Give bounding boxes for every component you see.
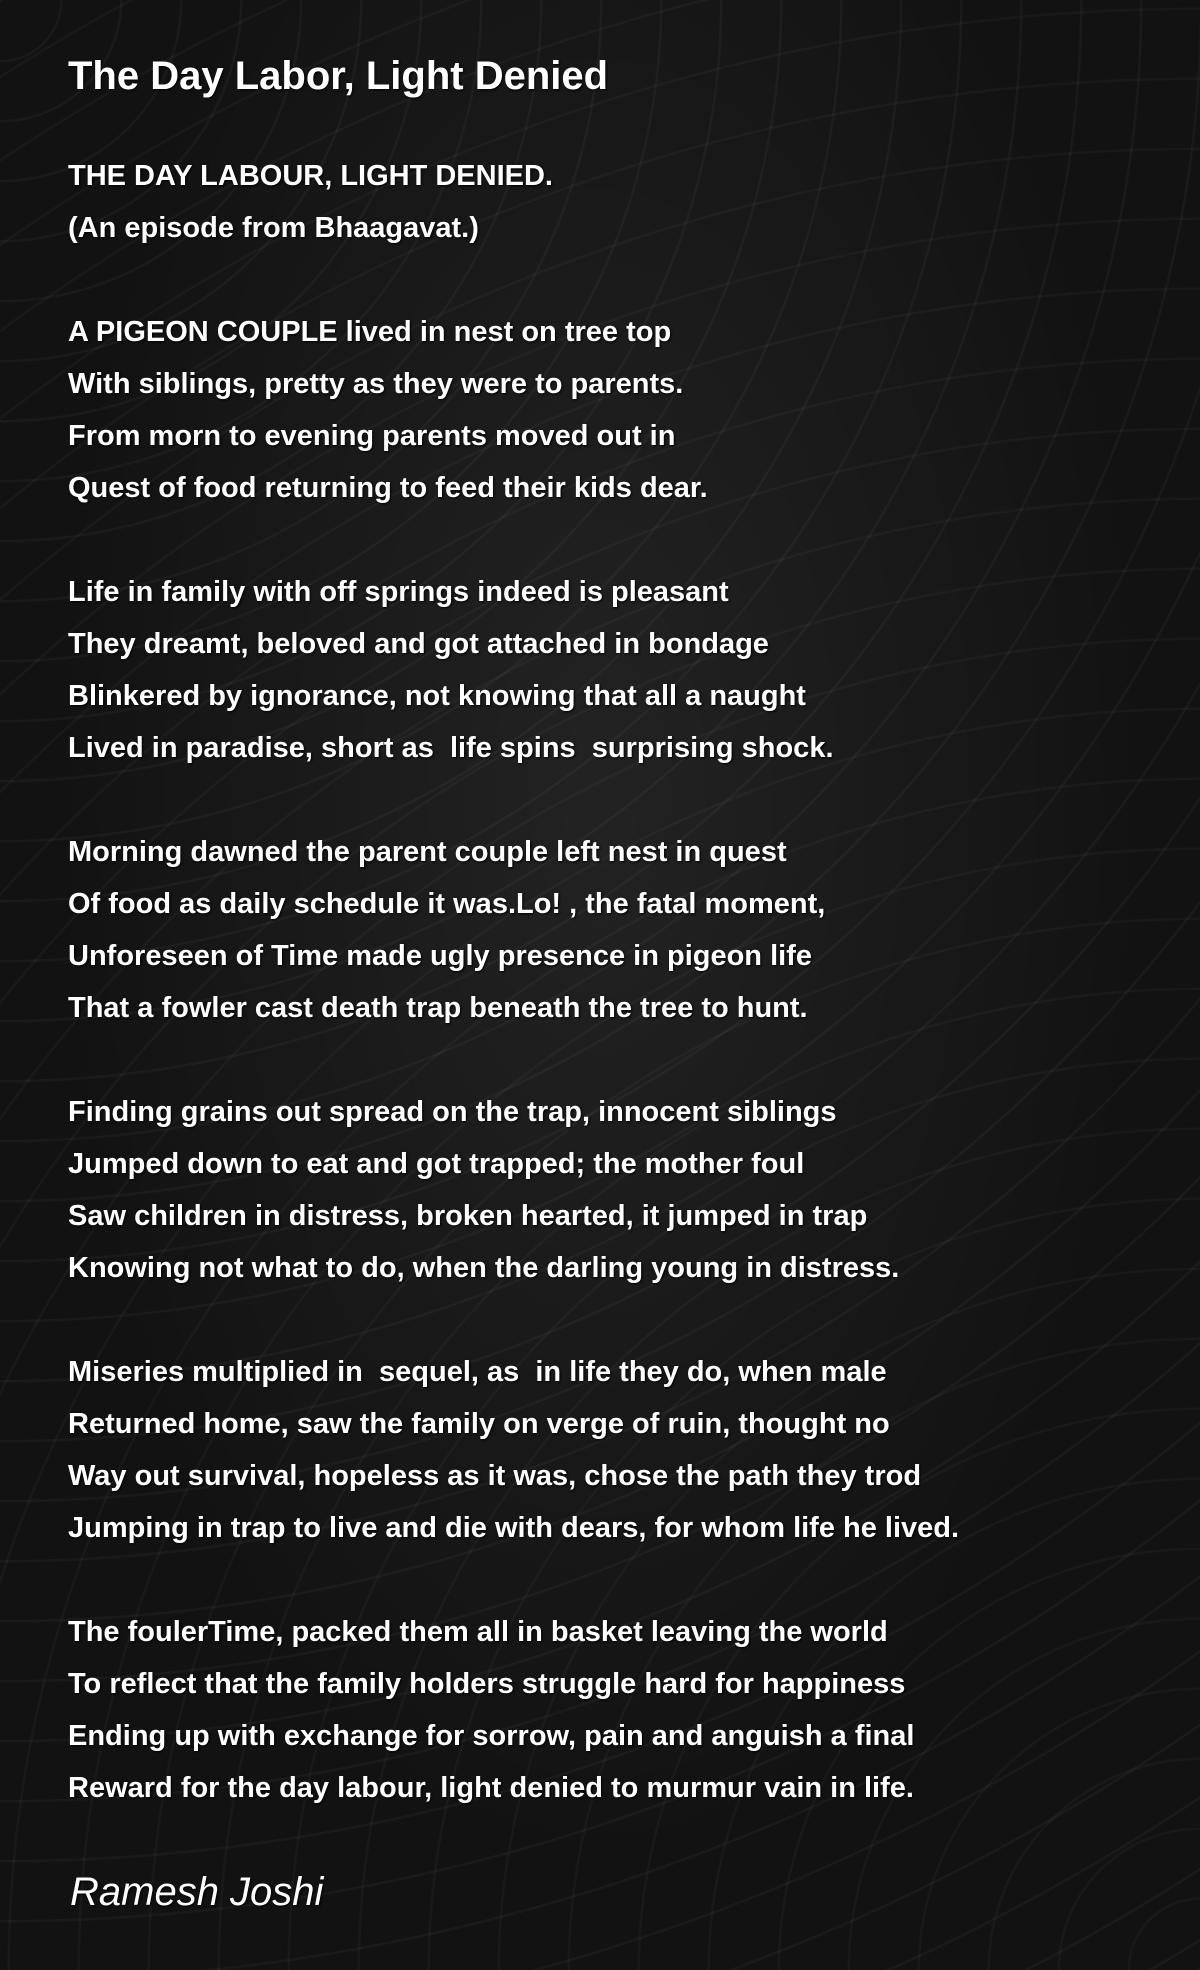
poem-line: Jumped down to eat and got trapped; the mother foul (68, 1148, 805, 1180)
poem-line: Knowing not what to do, when the darling young in distress. (68, 1252, 900, 1284)
poem-line: Life in family with off springs indeed is pleasant (68, 576, 729, 608)
poem-line: Jumping in trap to live and die with dears, for whom life he lived. (68, 1512, 960, 1544)
poem-line: Of food as daily schedule it was.Lo! , the fatal moment, (68, 888, 826, 920)
poem-line: Finding grains out spread on the trap, innocent siblings (68, 1096, 837, 1128)
poem-line: From morn to evening parents moved out in (68, 420, 676, 452)
poem-line: (An episode from Bhaagavat.) (68, 212, 479, 244)
poem-line: Quest of food returning to feed their kids dear. (68, 472, 708, 504)
stanza-break (68, 1034, 1168, 1086)
poem-line: Lived in paradise, short as life spins surprising shock. (68, 732, 834, 764)
stanza-break (68, 774, 1168, 826)
stanza-break (68, 1554, 1168, 1606)
poem-title: The Day Labor, Light Denied (68, 54, 609, 98)
poem-line: To reflect that the family holders struggle hard for happiness (68, 1668, 906, 1700)
poem-line: THE DAY LABOUR, LIGHT DENIED. (68, 160, 553, 192)
poem-line: Blinkered by ignorance, not knowing that all a naught (68, 680, 806, 712)
stanza-break (68, 1294, 1168, 1346)
stanza-break (68, 514, 1168, 566)
poem-line: Miseries multiplied in sequel, as in life they do, when male (68, 1356, 887, 1388)
poem-line: Unforeseen of Time made ugly presence in pigeon life (68, 940, 812, 972)
poem-line: With siblings, pretty as they were to parents. (68, 368, 684, 400)
poem-line: The foulerTime, packed them all in basket leaving the world (68, 1616, 888, 1648)
poem-line: That a fowler cast death trap beneath the tree to hunt. (68, 992, 808, 1024)
poem-line: Saw children in distress, broken hearted, it jumped in trap (68, 1200, 868, 1232)
poem-line: They dreamt, beloved and got attached in bondage (68, 628, 769, 660)
poem-line: Way out survival, hopeless as it was, chose the path they trod (68, 1460, 922, 1492)
stanza-break (68, 254, 1168, 306)
poem-line: Ending up with exchange for sorrow, pain and anguish a final (68, 1720, 915, 1752)
poem-line: Reward for the day labour, light denied to murmur vain in life. (68, 1772, 914, 1804)
poem-body (68, 150, 1168, 1814)
poem-author: Ramesh Joshi (70, 1870, 324, 1914)
poem-line: Morning dawned the parent couple left nest in quest (68, 836, 787, 868)
poem-line: Returned home, saw the family on verge of ruin, thought no (68, 1408, 890, 1440)
poem-line: A PIGEON COUPLE lived in nest on tree top (68, 316, 672, 348)
